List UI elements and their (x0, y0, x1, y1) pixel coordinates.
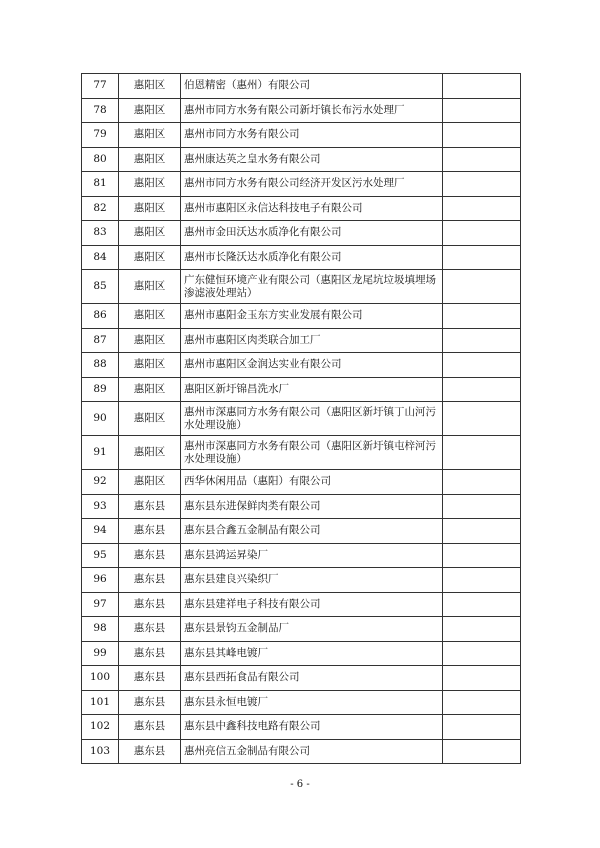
note-cell (443, 739, 521, 764)
company-name-cell: 惠州市金田沃达水质净化有限公司 (181, 221, 443, 246)
company-name-cell: 惠州市深惠同方水务有限公司（惠阳区新圩镇丁山河污水处理设施） (181, 402, 443, 436)
row-number-cell: 77 (82, 74, 119, 99)
table-row (82, 353, 521, 378)
row-number-cell: 87 (82, 328, 119, 353)
note-cell (443, 641, 521, 666)
note-cell (443, 245, 521, 270)
district-cell: 惠东县 (119, 666, 181, 691)
table-row (82, 402, 521, 436)
district-cell: 惠阳区 (119, 147, 181, 172)
table-row (82, 715, 521, 740)
row-number-cell: 78 (82, 98, 119, 123)
company-name-cell: 惠阳区新圩锦昌洗水厂 (181, 377, 443, 402)
district-cell: 惠东县 (119, 494, 181, 519)
table-row (82, 436, 521, 470)
row-number-cell: 92 (82, 470, 119, 495)
district-cell: 惠阳区 (119, 74, 181, 99)
company-name-cell: 惠东县景钧五金制品厂 (181, 617, 443, 642)
district-cell: 惠东县 (119, 739, 181, 764)
district-cell: 惠阳区 (119, 98, 181, 123)
table-row (82, 270, 521, 304)
table-row (82, 196, 521, 221)
row-number-cell: 101 (82, 690, 119, 715)
row-number-cell: 91 (82, 436, 119, 470)
company-name-cell: 伯恩精密（惠州）有限公司 (181, 74, 443, 99)
company-name-cell: 惠州市长隆沃达水质净化有限公司 (181, 245, 443, 270)
note-cell (443, 74, 521, 99)
district-cell: 惠阳区 (119, 377, 181, 402)
table-row (82, 123, 521, 148)
note-cell (443, 221, 521, 246)
row-number-cell: 100 (82, 666, 119, 691)
company-name-cell: 惠东县中鑫科技电路有限公司 (181, 715, 443, 740)
district-cell: 惠东县 (119, 690, 181, 715)
note-cell (443, 690, 521, 715)
note-cell (443, 328, 521, 353)
table-row (82, 328, 521, 353)
district-cell: 惠阳区 (119, 245, 181, 270)
district-cell: 惠阳区 (119, 353, 181, 378)
row-number-cell: 94 (82, 519, 119, 544)
company-name-cell: 惠东县东进保鲜肉类有限公司 (181, 494, 443, 519)
district-cell: 惠阳区 (119, 436, 181, 470)
company-name-cell: 惠州市惠阳区肉类联合加工厂 (181, 328, 443, 353)
company-name-cell: 惠州康达英之皇水务有限公司 (181, 147, 443, 172)
company-name-cell: 惠东县合鑫五金制品有限公司 (181, 519, 443, 544)
row-number-cell: 99 (82, 641, 119, 666)
note-cell (443, 123, 521, 148)
company-name-cell: 惠东县永恒电镀厂 (181, 690, 443, 715)
district-cell: 惠阳区 (119, 402, 181, 436)
row-number-cell: 90 (82, 402, 119, 436)
district-cell: 惠阳区 (119, 172, 181, 197)
table-row (82, 147, 521, 172)
district-cell: 惠东县 (119, 715, 181, 740)
row-number-cell: 84 (82, 245, 119, 270)
row-number-cell: 82 (82, 196, 119, 221)
row-number-cell: 96 (82, 568, 119, 593)
company-name-cell: 惠东县建祥电子科技有限公司 (181, 592, 443, 617)
table-row (82, 221, 521, 246)
note-cell (443, 494, 521, 519)
company-name-cell: 惠州市惠阳区永信达科技电子有限公司 (181, 196, 443, 221)
table-row (82, 494, 521, 519)
table-row (82, 739, 521, 764)
table-row (82, 245, 521, 270)
row-number-cell: 102 (82, 715, 119, 740)
company-name-cell: 惠州市惠阳区金润达实业有限公司 (181, 353, 443, 378)
district-cell: 惠阳区 (119, 196, 181, 221)
note-cell (443, 270, 521, 304)
table-row (82, 641, 521, 666)
note-cell (443, 715, 521, 740)
note-cell (443, 196, 521, 221)
district-cell: 惠东县 (119, 592, 181, 617)
row-number-cell: 85 (82, 270, 119, 304)
note-cell (443, 377, 521, 402)
row-number-cell: 98 (82, 617, 119, 642)
row-number-cell: 103 (82, 739, 119, 764)
company-name-cell: 广东健恒环境产业有限公司（惠阳区龙尾坑垃圾填埋场渗滤液处理站） (181, 270, 443, 304)
row-number-cell: 93 (82, 494, 119, 519)
company-name-cell: 惠州亮信五金制品有限公司 (181, 739, 443, 764)
note-cell (443, 402, 521, 436)
note-cell (443, 353, 521, 378)
company-name-cell: 惠东县建良兴染织厂 (181, 568, 443, 593)
note-cell (443, 98, 521, 123)
company-name-cell: 惠州市同方水务有限公司新圩镇长布污水处理厂 (181, 98, 443, 123)
company-name-cell: 惠东县其峰电镀厂 (181, 641, 443, 666)
table-row (82, 543, 521, 568)
row-number-cell: 79 (82, 123, 119, 148)
table-row (82, 666, 521, 691)
district-cell: 惠阳区 (119, 328, 181, 353)
table-row (82, 377, 521, 402)
note-cell (443, 304, 521, 329)
district-cell: 惠阳区 (119, 123, 181, 148)
row-number-cell: 81 (82, 172, 119, 197)
note-cell (443, 666, 521, 691)
company-name-cell: 惠州市惠阳金玉东方实业发展有限公司 (181, 304, 443, 329)
district-cell: 惠阳区 (119, 270, 181, 304)
district-cell: 惠东县 (119, 519, 181, 544)
table-row (82, 519, 521, 544)
note-cell (443, 543, 521, 568)
table-row (82, 470, 521, 495)
company-name-cell: 惠州市同方水务有限公司经济开发区污水处理厂 (181, 172, 443, 197)
table-row (82, 568, 521, 593)
note-cell (443, 172, 521, 197)
company-name-cell: 惠州市同方水务有限公司 (181, 123, 443, 148)
table-row (82, 617, 521, 642)
company-list-body (82, 74, 521, 764)
row-number-cell: 95 (82, 543, 119, 568)
row-number-cell: 89 (82, 377, 119, 402)
note-cell (443, 147, 521, 172)
table-row (82, 98, 521, 123)
row-number-cell: 83 (82, 221, 119, 246)
row-number-cell: 86 (82, 304, 119, 329)
row-number-cell: 88 (82, 353, 119, 378)
company-list-table (81, 73, 521, 764)
note-cell (443, 617, 521, 642)
row-number-cell: 97 (82, 592, 119, 617)
table-row (82, 690, 521, 715)
table-row (82, 172, 521, 197)
district-cell: 惠东县 (119, 568, 181, 593)
table-row (82, 304, 521, 329)
district-cell: 惠阳区 (119, 470, 181, 495)
district-cell: 惠阳区 (119, 304, 181, 329)
company-name-cell: 惠州市深惠同方水务有限公司（惠阳区新圩镇屯梓河污水处理设施） (181, 436, 443, 470)
district-cell: 惠阳区 (119, 221, 181, 246)
table-row (82, 592, 521, 617)
district-cell: 惠东县 (119, 641, 181, 666)
page-number: - 6 - (290, 779, 310, 790)
note-cell (443, 470, 521, 495)
note-cell (443, 519, 521, 544)
note-cell (443, 592, 521, 617)
company-name-cell: 惠东县西拓食品有限公司 (181, 666, 443, 691)
company-name-cell: 惠东县鸿运昇染厂 (181, 543, 443, 568)
row-number-cell: 80 (82, 147, 119, 172)
company-name-cell: 西华休闲用品（惠阳）有限公司 (181, 470, 443, 495)
district-cell: 惠东县 (119, 543, 181, 568)
note-cell (443, 436, 521, 470)
table-row (82, 74, 521, 99)
note-cell (443, 568, 521, 593)
district-cell: 惠东县 (119, 617, 181, 642)
